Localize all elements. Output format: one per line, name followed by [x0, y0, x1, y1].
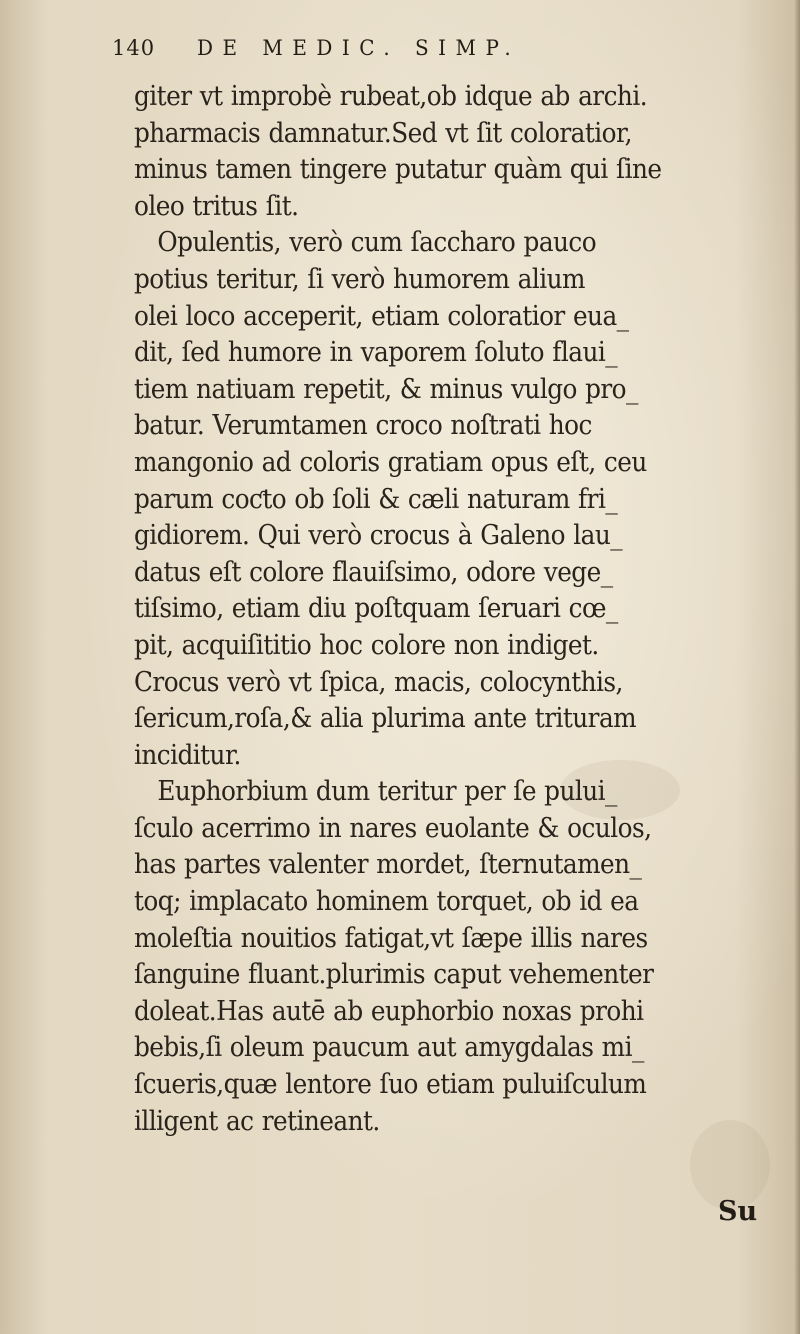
- text-line: ſculo acerrimo in nares euolante & oculos,: [134, 811, 652, 844]
- text-line: tiſsimo, etiam diu poſtquam ſeruari cœ_: [134, 592, 618, 625]
- text-line: ſericum,roſa,& alia plurima ante trituram: [134, 702, 637, 735]
- text-line: inciditur.: [134, 738, 241, 771]
- text-line: olei loco acceperit, etiam coloratior eua_: [134, 299, 629, 332]
- text-line: bebis,ſi oleum paucum aut amygdalas mi_: [134, 1031, 644, 1064]
- text-line: pharmacis damnatur.Sed vt ſit coloratior,: [134, 116, 632, 149]
- text-line: minus tamen tingere putatur quàm qui ſine: [134, 153, 662, 186]
- text-line: tiem natiuam repetit, & minus vulgo pro_: [134, 372, 638, 405]
- text-line: batur. Verumtamen croco noſtrati hoc: [134, 409, 592, 442]
- text-line: doleat.Has autē ab euphorbio noxas prohi: [134, 994, 644, 1027]
- text-line: oleo tritus ſit.: [134, 189, 299, 222]
- text-line: Crocus verò vt ſpica, macis, colocynthis,: [134, 665, 623, 698]
- text-line: Euphorbium dum teritur per ſe pului_: [157, 775, 617, 808]
- text-line: parum coƈto ob ſoli & cæli naturam fri_: [134, 482, 618, 515]
- page-number: 140: [112, 36, 156, 60]
- text-line: potius teritur, ſi verò humorem alium: [134, 262, 585, 295]
- catchword: Su: [718, 1196, 758, 1227]
- text-line: ſanguine fluant.plurimis caput vehementer: [134, 958, 654, 991]
- text-line: toq; implacato hominem torquet, ob id ea: [134, 885, 639, 918]
- text-line: giter vt improbè rubeat,ob idque ab archi.: [134, 80, 648, 112]
- text-line: has partes valenter mordet, ſternutamen_: [134, 848, 642, 881]
- text-line: ſcueris,quæ lentore ſuo etiam puluiſculum: [134, 1068, 647, 1101]
- text-line: moleſtia nouitios fatigat,vt ſæpe illis nares: [134, 921, 648, 954]
- running-head: [112, 36, 672, 68]
- text-line: pit, acquiſititio hoc colore non indiget.: [134, 628, 599, 661]
- running-title: DE MEDIC. SIMP.: [197, 36, 521, 60]
- body-text: [134, 78, 774, 1139]
- page-edge-shadow: [794, 0, 800, 1334]
- text-line: dit, ſed humore in vaporem ſoluto flaui_: [134, 336, 618, 369]
- text-line: mangonio ad coloris gratiam opus eſt, ceu: [134, 445, 647, 478]
- text-line: Opulentis, verò cum ſaccharo pauco: [157, 226, 597, 259]
- text-line: gidiorem. Qui verò crocus à Galeno lau_: [134, 519, 623, 552]
- text-line: datus eſt colore flauiſsimo, odore vege_: [134, 555, 613, 588]
- text-line: illigent ac retineant.: [134, 1104, 380, 1137]
